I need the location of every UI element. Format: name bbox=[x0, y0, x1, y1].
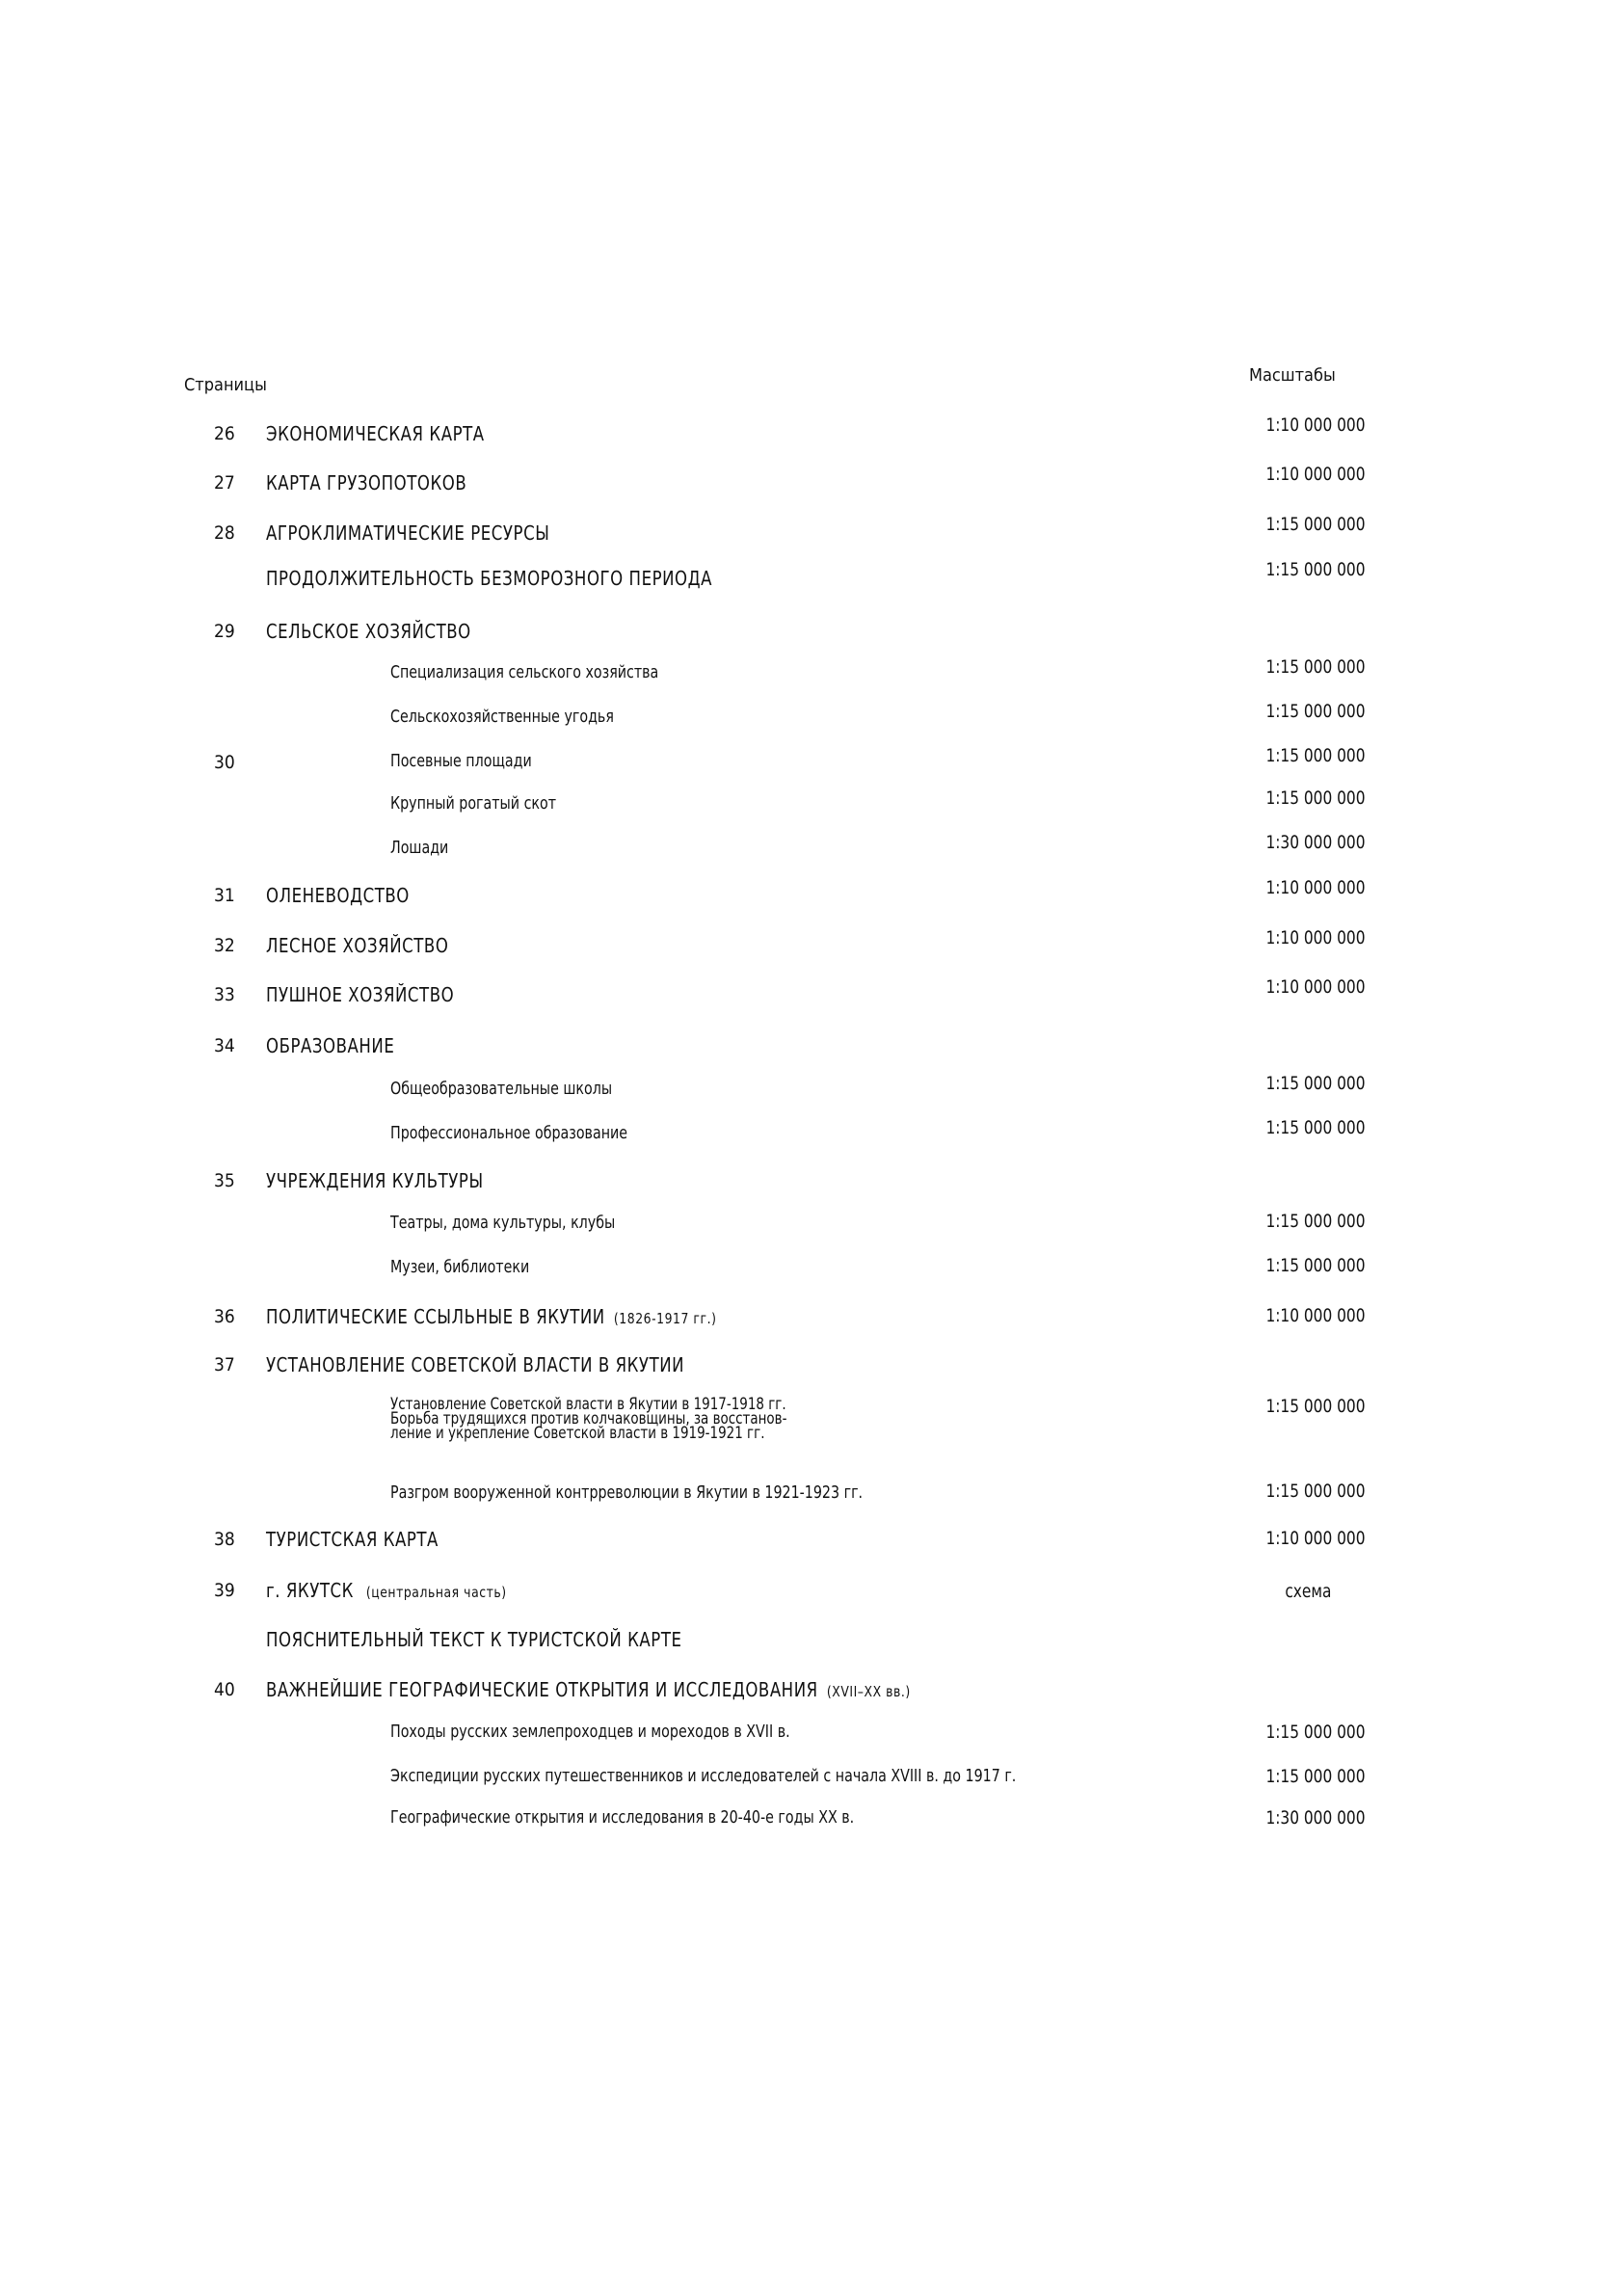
map-scale: 1:30 000 000 bbox=[1264, 832, 1365, 853]
section-title bbox=[266, 473, 466, 493]
page-number: 39 bbox=[214, 1580, 235, 1601]
section-title-text: ВАЖНЕЙШИЕ ГЕОГРАФИЧЕСКИЕ ОТКРЫТИЯ И ИССЛЕДОВАНИЯ bbox=[266, 1678, 818, 1701]
subsection-title: Музеи, библиотеки bbox=[390, 1257, 530, 1277]
section-title bbox=[266, 1307, 716, 1326]
page-number: 30 bbox=[214, 752, 235, 773]
map-scale: 1:15 000 000 bbox=[1264, 1766, 1365, 1787]
section-title-text: ПОЛИТИЧЕСКИЕ ССЫЛЬНЫЕ В ЯКУТИИ bbox=[266, 1305, 605, 1328]
scales-column-header: Масштабы bbox=[1249, 365, 1336, 386]
map-scale: 1:15 000 000 bbox=[1264, 514, 1365, 535]
section-title bbox=[266, 1680, 911, 1699]
map-scale: 1:15 000 000 bbox=[1264, 1073, 1365, 1094]
page-number: 26 bbox=[214, 423, 235, 444]
map-scale: 1:15 000 000 bbox=[1264, 1722, 1365, 1743]
page-number: 32 bbox=[214, 935, 235, 956]
subsection-title: Специализация сельского хозяйства bbox=[390, 662, 659, 682]
section-title bbox=[266, 569, 712, 588]
section-title-text: СЕЛЬСКОЕ ХОЗЯЙСТВО bbox=[266, 620, 471, 643]
map-scale: 1:15 000 000 bbox=[1264, 1481, 1365, 1502]
section-title bbox=[266, 1630, 682, 1649]
map-scale: 1:10 000 000 bbox=[1264, 976, 1365, 998]
map-scale: 1:10 000 000 bbox=[1264, 414, 1365, 436]
section-title-text: УСТАНОВЛЕНИЕ СОВЕТСКОЙ ВЛАСТИ В ЯКУТИИ bbox=[266, 1353, 685, 1376]
page-number: 36 bbox=[214, 1306, 235, 1327]
map-scale: 1:15 000 000 bbox=[1264, 559, 1365, 580]
map-scale: 1:15 000 000 bbox=[1264, 656, 1365, 678]
section-title-text: ОЛЕНЕВОДСТВО bbox=[266, 884, 410, 907]
section-title-text: ПРОДОЛЖИТЕЛЬНОСТЬ БЕЗМОРОЗНОГО ПЕРИОДА bbox=[266, 567, 712, 590]
subsection-title: Географические открытия и исследования в 20-40-е годы XX в. bbox=[390, 1807, 855, 1828]
map-scale: 1:15 000 000 bbox=[1264, 1255, 1365, 1276]
page-number: 38 bbox=[214, 1529, 235, 1550]
section-title bbox=[266, 985, 454, 1004]
subsection-title: Установление Советской власти в Якутии в 1917-1918 гг. Борьба трудящихся против колчаковщины, за восстанов- ление и укрепление Советской власти в 1919-1921 гг. bbox=[390, 1395, 787, 1443]
page-number: 35 bbox=[214, 1170, 235, 1191]
page-number: 28 bbox=[214, 522, 235, 544]
map-scale: 1:15 000 000 bbox=[1264, 788, 1365, 809]
section-title-note: (центральная часть) bbox=[365, 1584, 507, 1601]
page-number: 37 bbox=[214, 1354, 235, 1375]
section-title-text: ТУРИСТСКАЯ КАРТА bbox=[266, 1528, 439, 1551]
subsection-title: Крупный рогатый скот bbox=[390, 793, 557, 814]
map-scale: 1:10 000 000 bbox=[1264, 877, 1365, 898]
section-title-text: ПОЯСНИТЕЛЬНЫЙ ТЕКСТ К ТУРИСТСКОЙ КАРТЕ bbox=[266, 1628, 682, 1651]
section-title-text: УЧРЕЖДЕНИЯ КУЛЬТУРЫ bbox=[266, 1169, 484, 1192]
map-scale: 1:15 000 000 bbox=[1264, 1396, 1365, 1417]
section-title-note: (XVII–XX вв.) bbox=[826, 1683, 911, 1700]
section-title bbox=[266, 424, 485, 443]
section-title-text: ЛЕСНОЕ ХОЗЯЙСТВО bbox=[266, 934, 449, 957]
section-title-text: КАРТА ГРУЗОПОТОКОВ bbox=[266, 471, 467, 494]
section-title bbox=[266, 1171, 484, 1190]
section-title bbox=[266, 523, 549, 543]
subsection-title: Общеобразовательные школы bbox=[390, 1079, 613, 1099]
map-scale: 1:10 000 000 bbox=[1264, 464, 1365, 485]
subsection-title: Экспедиции русских путешественников и исследователей с начала XVIII в. до 1917 г. bbox=[390, 1766, 1017, 1786]
subsection-title: Лошади bbox=[390, 838, 449, 858]
map-scale: схема bbox=[1284, 1581, 1331, 1602]
section-title bbox=[266, 1036, 394, 1055]
section-title bbox=[266, 886, 410, 905]
map-scale: 1:10 000 000 bbox=[1264, 927, 1365, 948]
section-title bbox=[266, 1355, 684, 1375]
map-scale: 1:15 000 000 bbox=[1264, 1117, 1365, 1138]
page-number: 27 bbox=[214, 472, 235, 494]
subsection-title: Профессиональное образование bbox=[390, 1123, 628, 1143]
subsection-title: Театры, дома культуры, клубы bbox=[390, 1213, 616, 1233]
section-title-text: ПУШНОЕ ХОЗЯЙСТВО bbox=[266, 983, 455, 1006]
map-scale: 1:30 000 000 bbox=[1264, 1807, 1365, 1829]
section-title-text: АГРОКЛИМАТИЧЕСКИЕ РЕСУРСЫ bbox=[266, 521, 550, 545]
subsection-title: Сельскохозяйственные угодья bbox=[390, 707, 614, 727]
map-scale: 1:10 000 000 bbox=[1264, 1528, 1365, 1549]
section-title bbox=[266, 1530, 439, 1549]
subsection-title: Разгром вооруженной контрреволюции в Якутии в 1921-1923 гг. bbox=[390, 1482, 864, 1503]
section-title bbox=[266, 936, 448, 955]
page-number: 31 bbox=[214, 885, 235, 906]
section-title-text: г. ЯКУТСК bbox=[266, 1579, 354, 1602]
map-scale: 1:15 000 000 bbox=[1264, 1211, 1365, 1232]
map-scale: 1:10 000 000 bbox=[1264, 1305, 1365, 1326]
map-scale: 1:15 000 000 bbox=[1264, 701, 1365, 722]
page-number: 40 bbox=[214, 1679, 235, 1700]
section-title-text: ОБРАЗОВАНИЕ bbox=[266, 1034, 395, 1057]
page-number: 29 bbox=[214, 621, 235, 642]
section-title bbox=[266, 622, 471, 641]
page-number: 34 bbox=[214, 1035, 235, 1056]
page-number: 33 bbox=[214, 984, 235, 1005]
map-scale: 1:15 000 000 bbox=[1264, 745, 1365, 766]
subsection-title: Посевные площади bbox=[390, 751, 532, 771]
section-title bbox=[266, 1581, 507, 1600]
section-title-text: ЭКОНОМИЧЕСКАЯ КАРТА bbox=[266, 422, 485, 445]
section-title-note: (1826-1917 гг.) bbox=[613, 1310, 717, 1327]
subsection-title: Походы русских землепроходцев и мореходов в XVII в. bbox=[390, 1722, 790, 1742]
pages-column-header: Страницы bbox=[184, 375, 267, 395]
